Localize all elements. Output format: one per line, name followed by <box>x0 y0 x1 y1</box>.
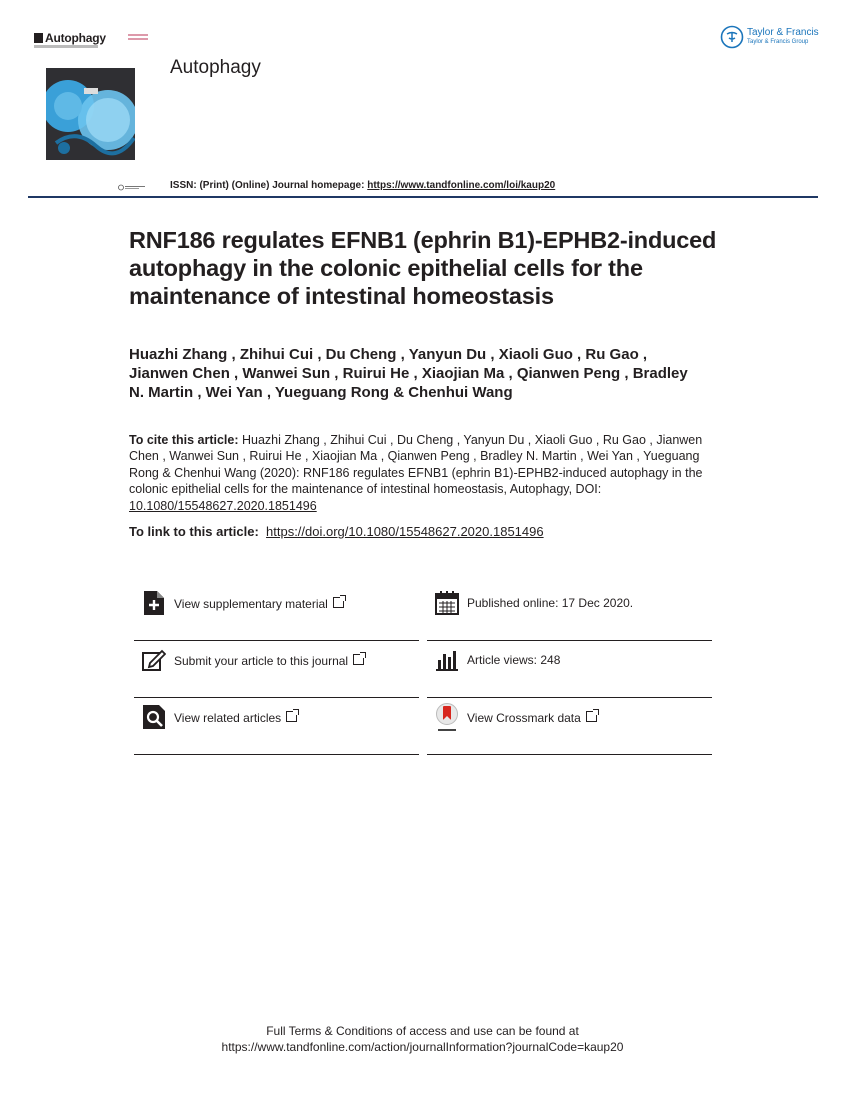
footer-terms-text: Full Terms & Conditions of access and use can be found at <box>266 1024 579 1038</box>
cite-text: Huazhi Zhang , Zhihui Cui , Du Cheng , Yanyun Du , Xiaoli Guo , Ru Gao , Jianwen Chen , Wanwei Sun , Ruirui He , Xiaojian Ma , Qianwen Peng , Bradley N. Martin , Wei Yan , Yueguang Rong & Chenhui Wang (2020): RNF186 regulates EFNB1 (ephrin B1)-EPHB2-induced autophagy in the colonic epithelial cells for the maintenance of intestinal homeostasis, Autophagy, DOI: <box>129 433 703 497</box>
link-label: To link to this article: <box>129 524 259 539</box>
related-articles-link[interactable]: View related articles <box>174 711 297 725</box>
submit-article-link[interactable]: Submit your article to this journal <box>174 654 364 668</box>
header-divider <box>28 196 818 198</box>
journal-cover-image[interactable] <box>46 68 135 160</box>
issn-label: ISSN: (Print) (Online) Journal homepage: <box>170 180 365 191</box>
footer-terms-link[interactable]: https://www.tandfonline.com/action/journalInformation?journalCode=kaup20 <box>221 1040 624 1054</box>
search-doc-icon <box>142 705 166 729</box>
external-link-icon <box>333 597 344 608</box>
submit-box[interactable] <box>134 640 419 698</box>
journal-homepage-link[interactable]: https://www.tandfonline.com/loi/kaup20 <box>367 180 556 191</box>
article-views: Article views: 248 <box>467 653 561 667</box>
journal-logo-subline <box>34 45 98 48</box>
journal-name: Autophagy <box>170 57 261 78</box>
file-plus-icon <box>142 591 166 615</box>
article-link-line <box>129 524 544 539</box>
crossmark-link[interactable]: View Crossmark data <box>467 711 597 725</box>
external-link-icon <box>586 711 597 722</box>
publisher-small-logo <box>118 178 146 185</box>
article-title: RNF186 regulates EFNB1 (ephrin B1)-EPHB2-induced autophagy in the colonic epithelial cells for the maintenance of intestinal homeostasis <box>129 227 717 309</box>
published-box <box>427 583 712 641</box>
supplementary-box[interactable] <box>134 583 419 641</box>
journal-logo: Autophagy <box>34 31 106 45</box>
bar-chart-icon <box>435 648 459 672</box>
issn-line <box>170 180 555 191</box>
taylor-francis-icon <box>720 25 744 49</box>
publisher-group: Taylor & Francis Group <box>747 39 809 45</box>
related-box[interactable] <box>134 697 419 755</box>
external-link-icon <box>353 654 364 665</box>
calendar-icon <box>435 591 459 615</box>
article-doi-link[interactable]: https://doi.org/10.1080/15548627.2020.1851496 <box>266 524 544 539</box>
crossmark-icon <box>435 703 459 733</box>
citation-block <box>129 432 714 514</box>
crossmark-box[interactable] <box>427 697 712 755</box>
article-authors: Huazhi Zhang , Zhihui Cui , Du Cheng , Yanyun Du , Xiaoli Guo , Ru Gao , Jianwen Chen , Wanwei Sun , Ruirui He , Xiaojian Ma , Qianwen Peng , Bradley N. Martin , Wei Yan , Yueguang Rong & Chenhui Wang <box>129 346 688 401</box>
edit-icon <box>142 648 166 672</box>
external-link-icon <box>286 711 297 722</box>
supplementary-link[interactable]: View supplementary material <box>174 597 344 611</box>
views-box <box>427 640 712 698</box>
cite-doi-link[interactable]: 10.1080/15548627.2020.1851496 <box>129 498 317 513</box>
publisher-name: Taylor & Francis <box>747 27 819 38</box>
cite-label: To cite this article: <box>129 433 239 447</box>
journal-logo-small <box>128 34 148 42</box>
published-date: Published online: 17 Dec 2020. <box>467 596 634 610</box>
publisher-logo <box>720 25 744 54</box>
